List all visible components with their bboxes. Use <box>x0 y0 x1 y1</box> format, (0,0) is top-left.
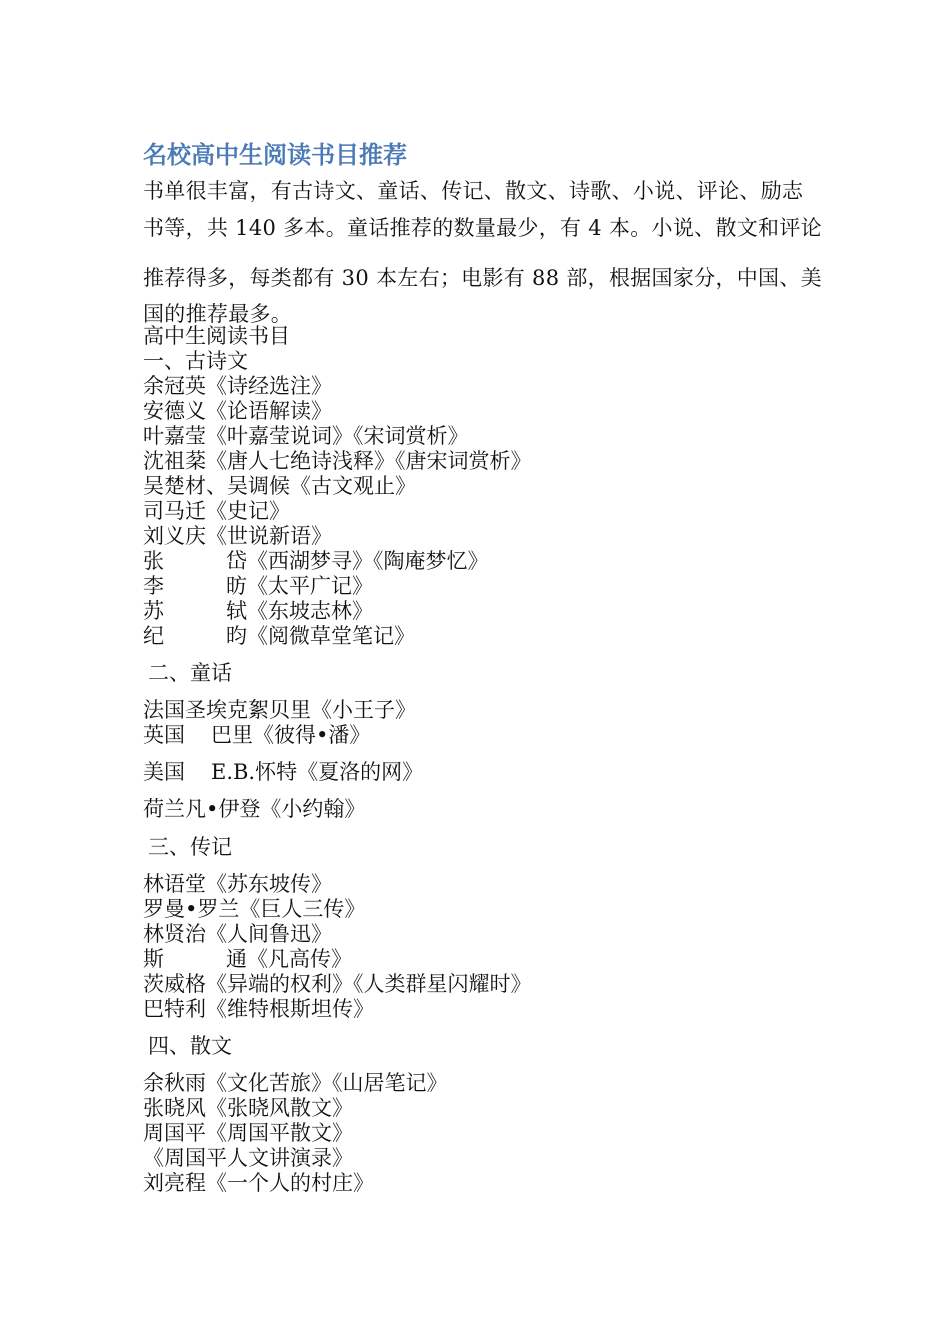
section-heading-essays: 四、散文 <box>148 1034 232 1058</box>
list-item: 刘义庆《世说新语》 <box>143 524 332 548</box>
intro-line-1: 书单很丰富，有古诗文、童话、传记、散文、诗歌、小说、评论、励志 <box>143 179 804 203</box>
list-item: 叶嘉莹《叶嘉莹说词》《宋词赏析》 <box>143 424 469 448</box>
list-item: 《周国平人文讲演录》 <box>143 1146 353 1170</box>
list-item: 吴楚材、吴调候《古文观止》 <box>143 474 416 498</box>
list-item: 张 岱《西湖梦寻》《陶庵梦忆》 <box>143 549 489 573</box>
list-item: 沈祖棻《唐人七绝诗浅释》《唐宋词赏析》 <box>143 449 532 473</box>
section-heading-fairy-tales: 二、童话 <box>148 661 232 685</box>
list-item: 林贤治《人间鲁迅》 <box>143 922 332 946</box>
list-item: 刘亮程《一个人的村庄》 <box>143 1171 374 1195</box>
list-item: 斯 通《凡高传》 <box>143 947 352 971</box>
list-item: 司马迁《史记》 <box>143 499 290 523</box>
list-item: 苏 轼《东坡志林》 <box>143 599 373 623</box>
list-item: 茨威格《异端的权利》《人类群星闪耀时》 <box>143 972 532 996</box>
list-item: 李 昉《太平广记》 <box>143 574 373 598</box>
list-item: 余冠英《诗经选注》 <box>143 374 332 398</box>
list-item: 美国 E.B.怀特《夏洛的网》 <box>143 760 424 784</box>
list-item: 纪 昀《阅微草堂笔记》 <box>143 624 415 648</box>
list-item: 林语堂《苏东坡传》 <box>143 872 332 896</box>
section-heading-biographies: 三、传记 <box>148 835 232 859</box>
list-item: 荷兰凡•伊登《小约翰》 <box>143 797 366 821</box>
list-item: 法国圣埃克絮贝里《小王子》 <box>143 698 416 722</box>
list-item: 巴特利《维特根斯坦传》 <box>143 997 374 1021</box>
section-heading-classical: 一、古诗文 <box>143 349 248 373</box>
list-title: 高中生阅读书目 <box>143 324 290 348</box>
document-title: 名校高中生阅读书目推荐 <box>143 140 407 169</box>
list-item: 余秋雨《文化苦旅》《山居笔记》 <box>143 1071 448 1095</box>
list-item: 英国 巴里《彼得•潘》 <box>143 723 371 747</box>
intro-line-3: 推荐得多，每类都有 30 本左右；电影有 88 部，根据国家分，中国、美 <box>143 266 822 290</box>
list-item: 周国平《周国平散文》 <box>143 1121 353 1145</box>
list-item: 安德义《论语解读》 <box>143 399 332 423</box>
intro-line-2: 书等，共 140 多本。童话推荐的数量最少，有 4 本。小说、散文和评论 <box>143 216 822 240</box>
list-item: 张晓风《张晓风散文》 <box>143 1096 353 1120</box>
list-item: 罗曼•罗兰《巨人三传》 <box>143 897 366 921</box>
intro-line-4: 国的推荐最多。 <box>143 302 293 326</box>
